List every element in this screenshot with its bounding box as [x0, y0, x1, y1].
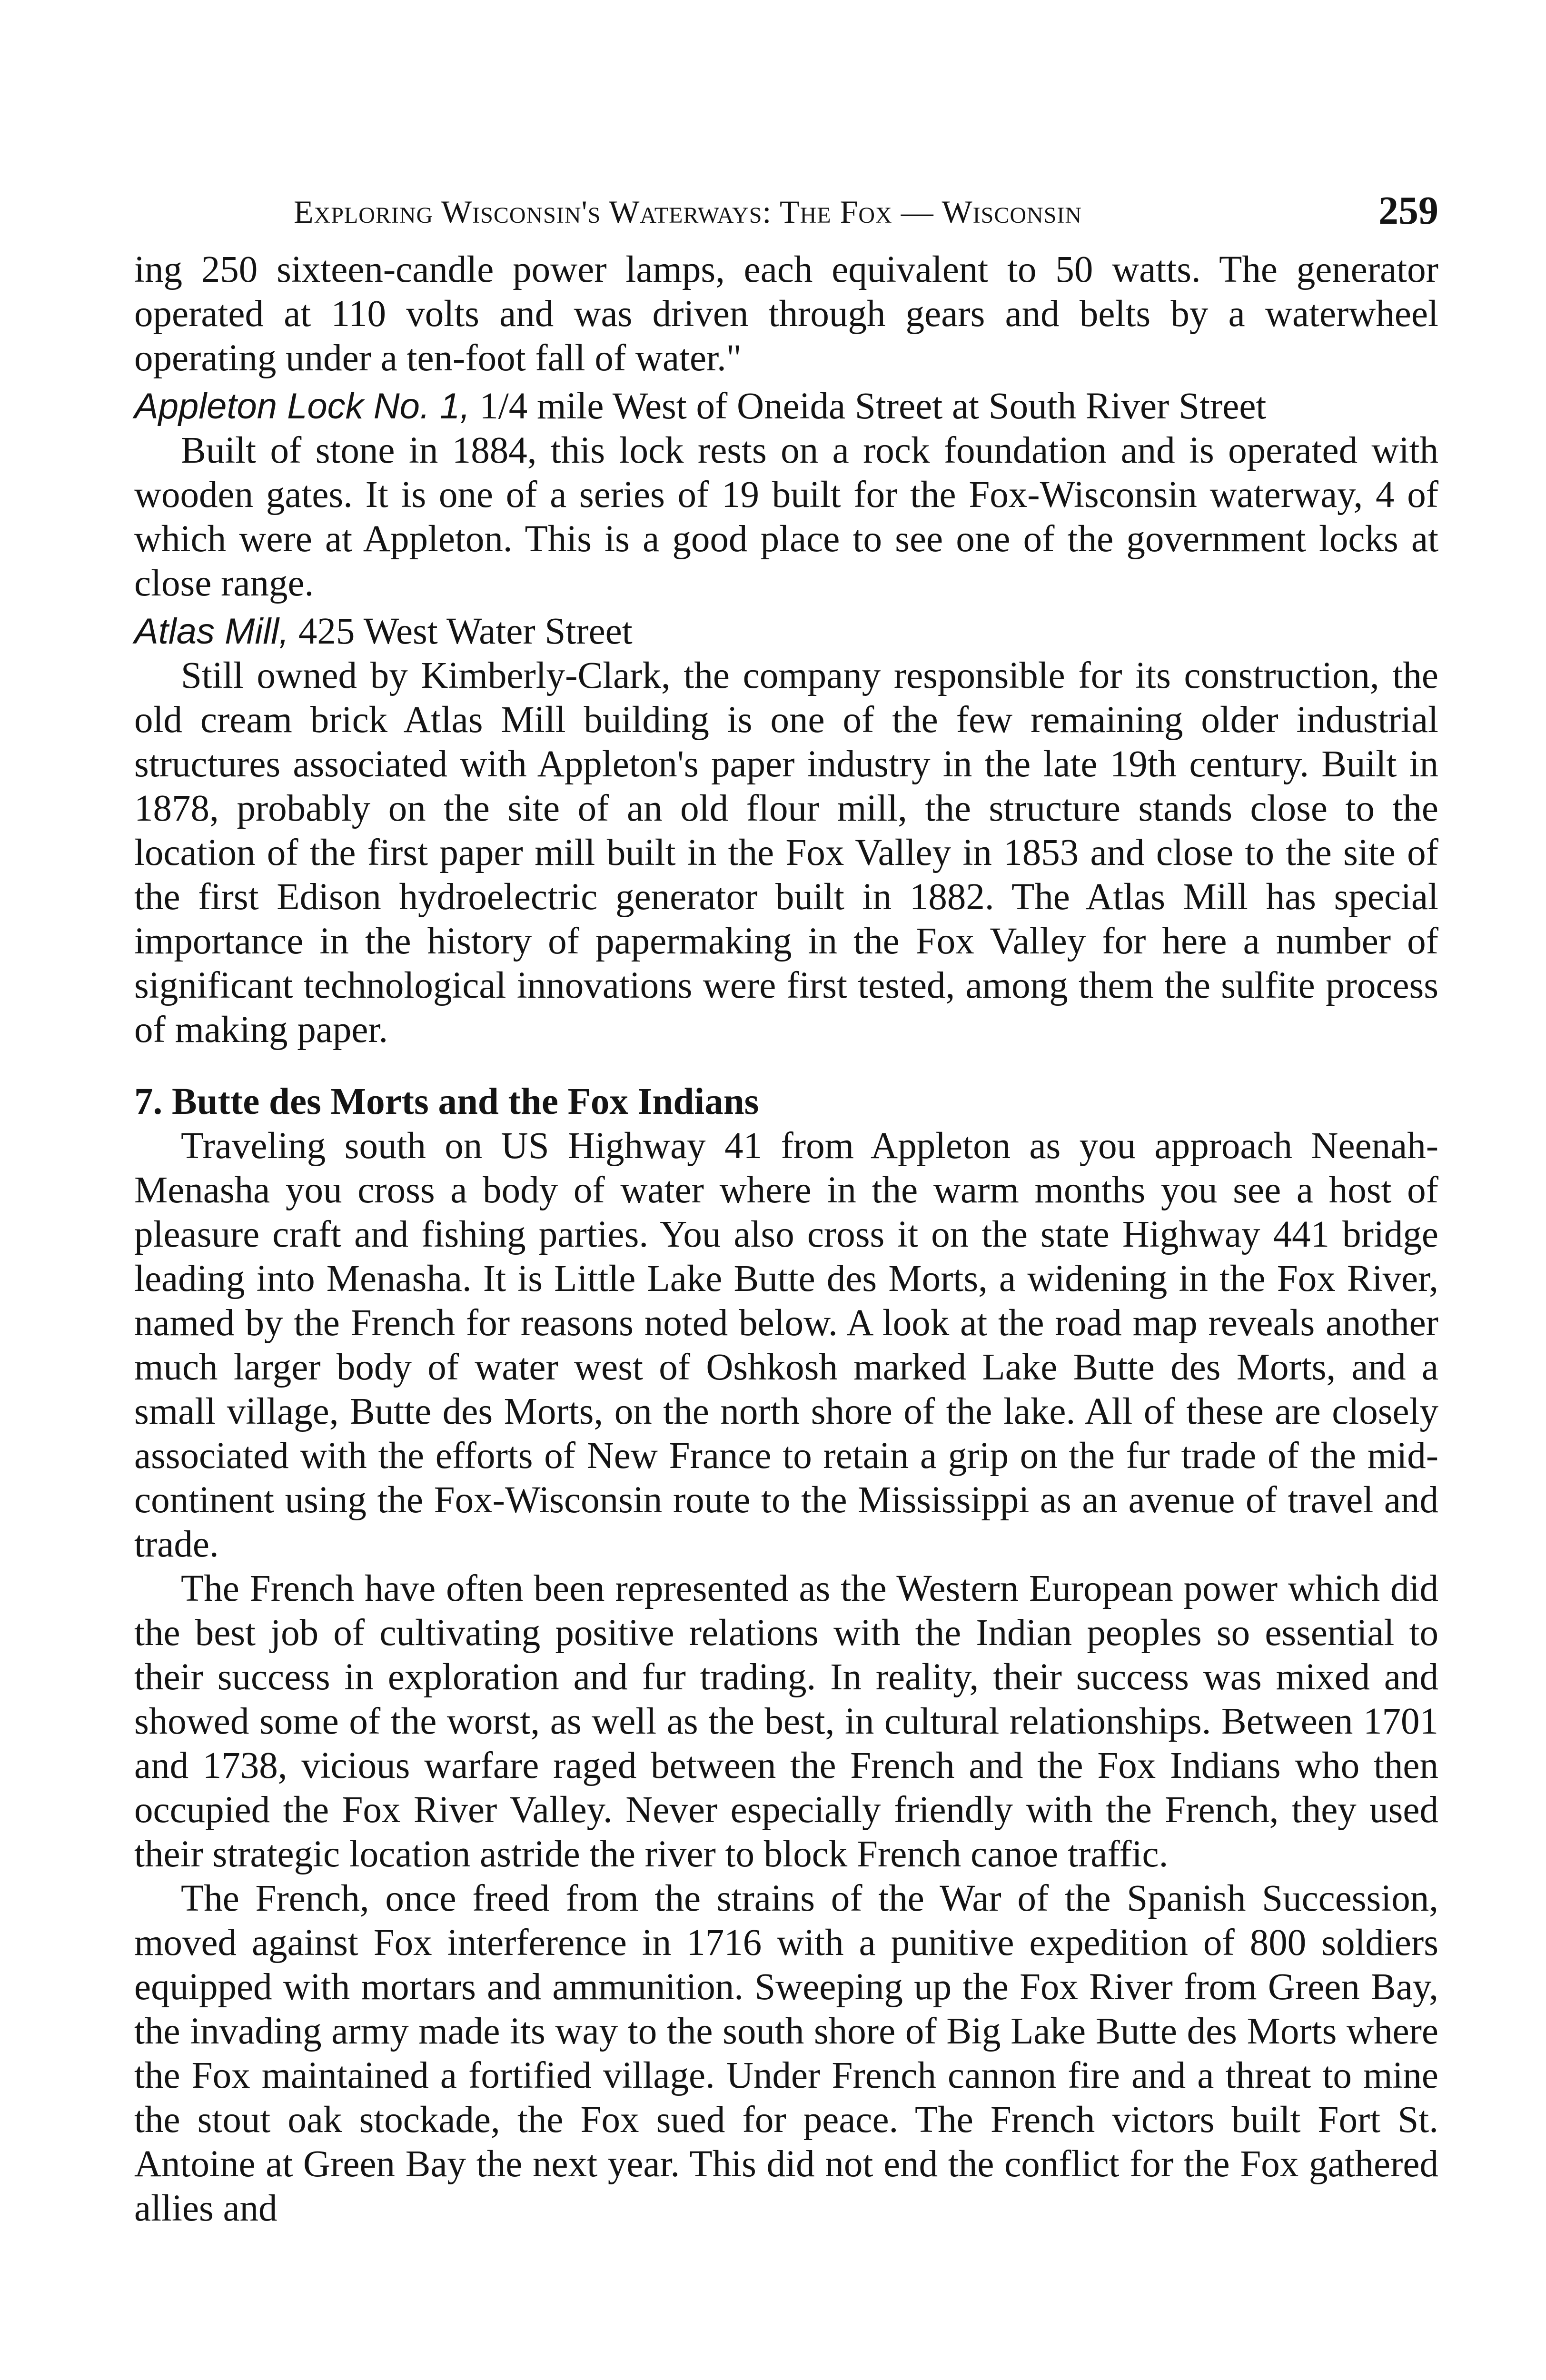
butte-paragraph-2: The French have often been represented as the Western European power which did the best job of cultivating positive relations with the Indian peoples so essential to their success in exploration and fur trading. In reality, their success was mixed and showed some of the worst, as well as the best, in cultural relationships. Between 1701 and 1738, vicious warfare raged between the French and the Fox Indians who then occupied the Fox River Valley. Never especially friendly with the French, they used their strategic location astride the river to block French canoe traffic. — [134, 1568, 1438, 1875]
page-number: 259 — [1378, 188, 1438, 233]
entry-name-mill: Atlas Mill, — [134, 611, 289, 652]
entry-name-lock: Appleton Lock No. 1, — [134, 386, 470, 426]
entry-heading-lock — [134, 384, 1438, 428]
entry-heading-mill — [134, 609, 1438, 654]
entry-location-mill: 425 West Water Street — [298, 611, 633, 652]
entry-location-lock: 1/4 mile West of Oneida Street at South River Street — [479, 386, 1267, 427]
document-page — [134, 190, 1438, 2231]
running-head — [134, 190, 1438, 248]
running-head-text: Exploring Wisconsin's Waterways: The Fox — Wisconsin — [294, 194, 1082, 230]
section-heading: 7. Butte des Morts and the Fox Indians — [134, 1081, 759, 1122]
butte-paragraph-3: The French, once freed from the strains of the War of the Spanish Succession, moved against Fox interference in 1716 with a punitive expedition of 800 soldiers equipped with mortars and ammunition. Sweeping up the Fox River from Green Bay, the invading army made its way to the south shore of Big Lake Butte des Morts where the Fox maintained a fortified village. Under French cannon fire and a threat to mine the stout oak stockade, the Fox sued for peace. The French victors built Fort St. Antoine at Green Bay the next year. This did not end the conflict for the Fox gathered allies and — [134, 1878, 1438, 2229]
body-text — [134, 248, 1438, 2231]
running-head-title — [294, 193, 1082, 231]
butte-paragraph-1: Traveling south on US Highway 41 from Appleton as you approach Neenah-Menasha you cross a body of water where in the warm months you see a host of pleasure craft and fishing parties. You also cross it on the state Highway 441 bridge leading into Menasha. It is Little Lake Butte des Morts, a widening in the Fox River, named by the French for reasons noted below. A look at the road map reveals another much larger body of water west of Oshkosh marked Lake Butte des Morts, and a small village, Butte des Morts, on the north shore of the lake. All of these are closely associated with the efforts of New France to retain a grip on the fur trade of the mid-continent using the Fox-Wisconsin route to the Mississippi as an avenue of travel and trade. — [134, 1125, 1438, 1565]
mill-paragraph: Still owned by Kimberly-Clark, the company responsible for its construction, the old cream brick Atlas Mill building is one of the few remaining older industrial structures associated with Appleton's paper industry in the late 19th century. Built in 1878, probably on the site of an old flour mill, the structure stands close to the location of the first paper mill built in the Fox Valley in 1853 and close to the site of the first Edison hydroelectric generator built in 1882. The Atlas Mill has special importance in the history of papermaking in the Fox Valley for here a number of significant technological innovations were first tested, among them the sulfite process of making paper. — [134, 655, 1438, 1051]
lock-paragraph: Built of stone in 1884, this lock rests on a rock foundation and is operated with wooden gates. It is one of a series of 19 built for the Fox-Wisconsin waterway, 4 of which were at Appleton. This is a good place to see one of the government locks at close range. — [134, 430, 1438, 604]
continuation-paragraph: ing 250 sixteen-candle power lamps, each equivalent to 50 watts. The generator operated at 110 volts and was driven through gears and belts by a waterwheel operating under a ten-foot fall of water." — [134, 249, 1438, 379]
